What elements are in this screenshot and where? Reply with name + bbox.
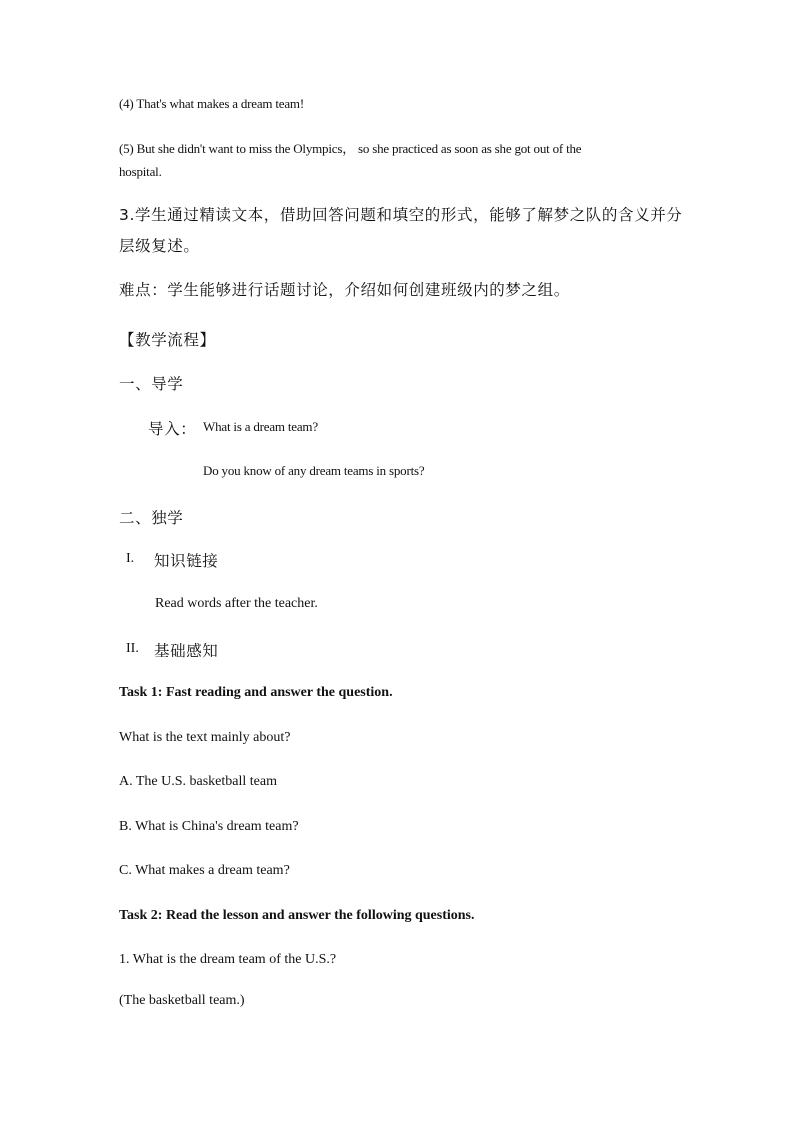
lead-in-label: 导入： (148, 420, 197, 438)
list-number-1: I. (126, 551, 135, 566)
list-number-2: II. (126, 641, 139, 656)
option-a: A. The U.S. basketball team (119, 774, 277, 789)
section-heading-guided-learning: 一、导学 (119, 375, 184, 393)
instruction-read-words: Read words after the teacher. (155, 596, 318, 611)
task-2-question-1: 1. What is the dream team of the U.S.? (119, 952, 337, 967)
task-1-heading: Task 1: Fast reading and answer the question. (119, 685, 393, 700)
option-c: C. What makes a dream team? (119, 863, 290, 878)
section-heading-independent-learning: 二、独学 (119, 509, 184, 527)
lead-in-question-2: Do you know of any dream teams in sports? (203, 463, 425, 478)
difficulty-point: 难点：学生能够进行话题讨论，介绍如何创建班级内的梦之组。 (119, 281, 570, 299)
example-sentence-4: (4) That's what makes a dream team! (119, 96, 304, 111)
subheading-basic-perception: 基础感知 (154, 642, 219, 660)
subheading-knowledge-link: 知识链接 (154, 552, 219, 570)
example-sentence-5: (5) But she didn't want to miss the Olympics， so she practiced as soon as she got out of the (119, 141, 582, 156)
lead-in-question-1: What is a dream team? (203, 419, 318, 434)
option-b: B. What is China's dream team? (119, 819, 299, 834)
task-1-question: What is the text mainly about? (119, 730, 291, 745)
example-sentence-5-continued: hospital. (119, 164, 162, 179)
task-2-answer-1: (The basketball team.) (119, 993, 245, 1008)
section-heading-teaching-process: 【教学流程】 (119, 331, 216, 349)
objective-3: 3.学生通过精读文本，借助回答问题和填空的形式，能够了解梦之队的含义并分 (119, 206, 683, 224)
task-2-heading: Task 2: Read the lesson and answer the following questions. (119, 908, 475, 923)
objective-3-continued: 层级复述。 (119, 237, 200, 255)
